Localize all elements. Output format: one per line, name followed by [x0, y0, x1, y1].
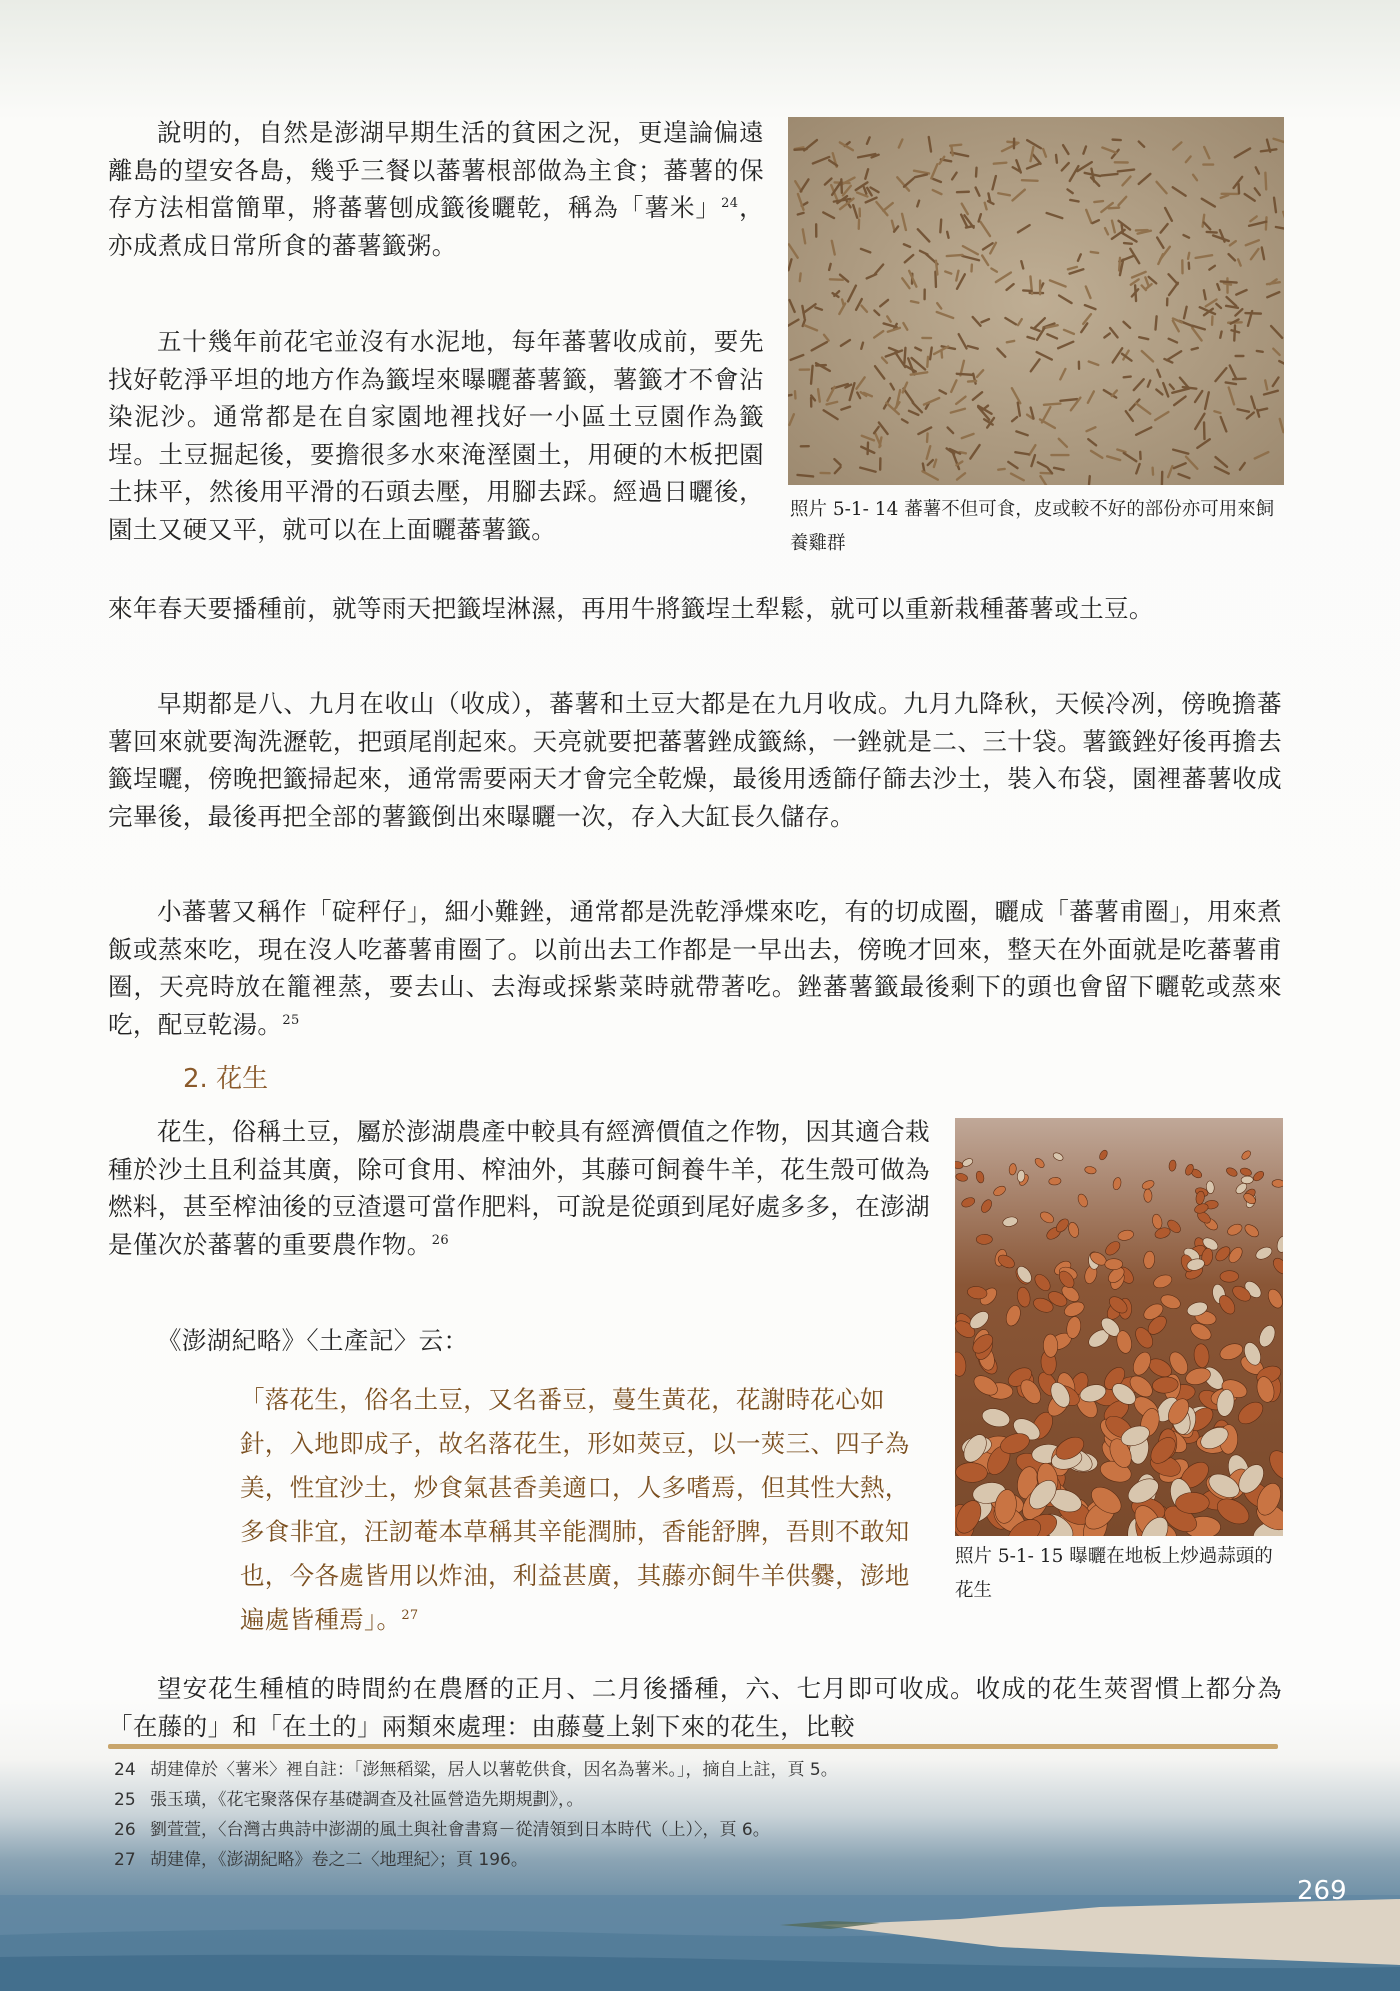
photo1-caption: 照片 5-1- 14 蕃薯不但可食，皮或較不好的部份亦可用來飼養雞群 — [790, 499, 1275, 554]
paragraph-2-continued: 來年春天要播種前，就等雨天把籤埕淋濕，再用牛將籤埕土犁鬆，就可以重新栽種蕃薯或土豆。 — [108, 594, 1154, 623]
paragraph-5: 花生，俗稱土豆，屬於澎湖農產中較具有經濟價值之作物，因其適合栽種於沙土且利益其廣，除可食用、榨油外，其藤可飼養牛羊，花生殼可做為燃料，甚至榨油後的豆渣還可當作肥料，可說是從頭到尾好處多多，在澎湖是僅次於蕃薯的重要農作物。$^{26}$ — [108, 1117, 930, 1259]
photo2-caption: 照片 5-1- 15 曝曬在地板上炒過蒜頭的花生 — [955, 1546, 1273, 1601]
paragraph-7: 望安花生種植的時間約在農曆的正月、二月後播種，六、七月即可收成。收成的花生莢習慣上都分為「在藤的」和「在土的」兩類來處理：由藤蔓上剝下來的花生，比較 — [108, 1674, 1282, 1741]
coastline-background — [0, 1895, 1400, 1991]
paragraph-3: 早期都是八、九月在收山（收成），蕃薯和土豆大都是在九月收成。九月九降秋，天候冷冽，傍晚擔蕃薯回來就要淘洗瀝乾，把頭尾削起來。天亮就要把蕃薯銼成籤絲，一銼就是二、三十袋。薯籤銼好後再擔去籤埕曬，傍晚把籤掃起來，通常需要兩天才會完全乾燥，最後用透篩仔篩去沙土，裝入布袋，園裡蕃薯收成完畢後，最後再把全部的薯籤倒出來曝曬一次，存入大缸長久儲存。 — [108, 689, 1282, 831]
section-heading-peanut: 2. 花生 — [183, 1064, 269, 1094]
paragraph-2: 五十幾年前花宅並沒有水泥地，每年蕃薯收成前，要先找好乾淨平坦的地方作為籤埕來曝曬蕃薯籤，薯籤才不會沾染泥沙。通常都是在自家園地裡找好一小區土豆園作為籤埕。土豆掘起後，要擔很多水來淹溼園土，用硬的木板把園土抹平，然後用平滑的石頭去壓，用腳去踩。經過日曬後，園土又硬又平，就可以在上面曬蕃薯籤。 — [108, 327, 764, 544]
quotation-block: 「落花生，俗名土豆，又名番豆，蔓生黃花，花謝時花心如針，入地即成子，故名落花生，形如莢豆，以一莢三、四子為美，性宜沙土，炒食氣甚香美適口，人多嗜焉，但其性大熱，多食非宜，汪訒菴本草稱其辛能潤肺，香能舒脾，吾則不敢知也，今各處皆用以炸油，利益甚廣，其藤亦飼牛羊供爨，澎地遍處皆種焉」。$^{27}$ — [240, 1385, 910, 1634]
footnote-25: 25 張玉璜，《花宅聚落保存基礎調查及社區營造先期規劃》，。 — [114, 1790, 584, 1810]
paragraph-4: 小蕃薯又稱作「碇秤仔」，細小難銼，通常都是洗乾淨煠來吃，有的切成圈，曬成「蕃薯甫圈」，用來煮飯或蒸來吃，現在沒人吃蕃薯甫圈了。以前出去工作都是一早出去，傍晚才回來，整天在外面就是吃蕃薯甫圈，天亮時放在籠裡蒸，要去山、去海或採紫菜時就帶著吃。銼蕃薯籤最後剩下的頭也會留下曬乾或蒸來吃，配豆乾湯。$^{25}$ — [108, 897, 1282, 1039]
footnote-26: 26 劉萱萱，〈台灣古典詩中澎湖的風土與社會書寫－從清領到日本時代（上）〉，頁 6。 — [114, 1820, 770, 1840]
footnote-ref-24: 24 — [721, 196, 739, 211]
peanut-photo — [955, 1118, 1283, 1536]
footnote-27: 27 胡建偉，《澎湖紀略》卷之二〈地理紀〉；頁 196。 — [114, 1850, 528, 1870]
footnote-24: 24 胡建偉於〈薯米〉裡自註：「澎無稻粱，居人以薯乾供食，因名為薯米。」，摘自上註，頁 5。 — [114, 1760, 838, 1780]
footnote-ref-27: 27 — [401, 1608, 419, 1623]
footnote-divider — [108, 1744, 1278, 1749]
paragraph-1: 說明的，自然是澎湖早期生活的貧困之況，更遑論偏遠離島的望安各島，幾乎三餐以蕃薯根部做為主食；蕃薯的保存方法相當簡單，將蕃薯刨成籤後曬乾，稱為「薯米」$^{24}$，亦成煮成日常所食的蕃薯籤粥。 — [108, 118, 764, 260]
paragraph-6: 《澎湖紀略》〈土產記〉云： — [157, 1326, 469, 1355]
footnote-ref-25: 25 — [282, 1012, 300, 1028]
sweet-potato-photo — [788, 117, 1284, 485]
footnote-ref-26: 26 — [431, 1232, 450, 1248]
footnotes — [114, 1755, 1254, 1875]
page-number: 269 — [1297, 1876, 1347, 1906]
